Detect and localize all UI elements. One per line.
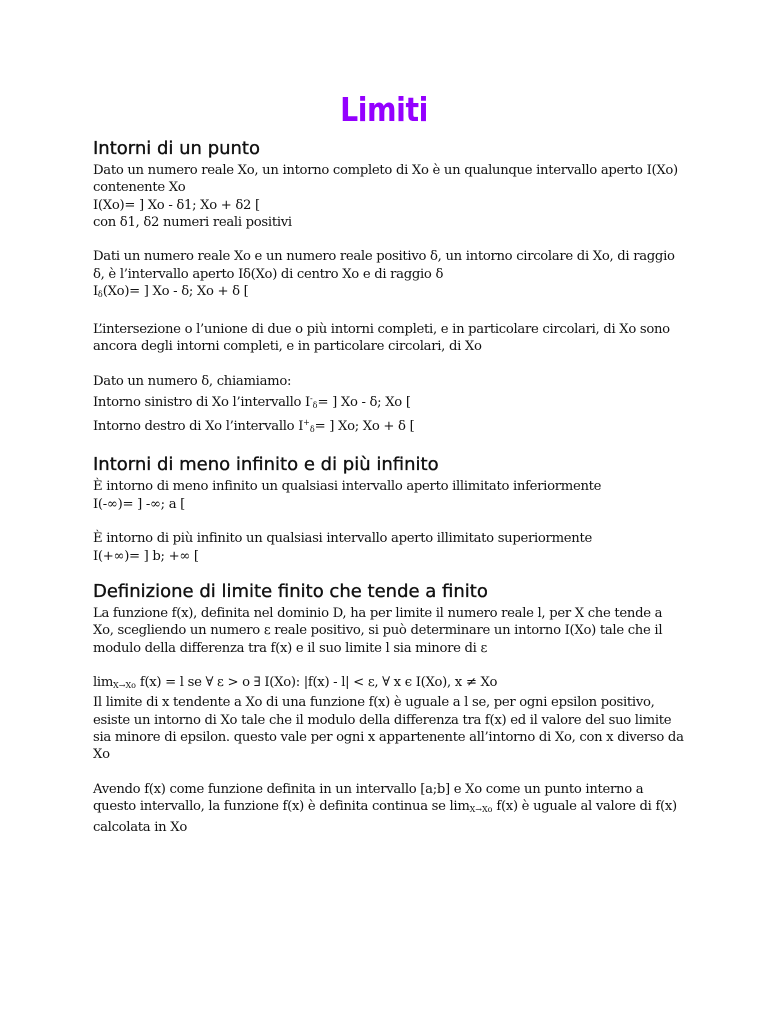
formula-prefix: questo intervallo, la funzione f(x) è definita continua se lim <box>93 799 470 815</box>
formula-rest: (Xo)= ] Xo - δ; Xo + δ [ <box>102 284 249 300</box>
formula-intorno-circolare <box>93 283 683 303</box>
formula-superscript: - <box>309 393 313 403</box>
formula-prefix: Intorno sinistro di Xo l’intervallo I <box>93 394 310 410</box>
formula-subscript: δ <box>312 400 318 410</box>
text-line: δ, è l’intervallo aperto Iδ(Xo) di centro Xo e di raggio δ <box>93 266 444 282</box>
paragraph-spacer <box>93 231 683 248</box>
text-line: modulo della differenza tra f(x) e il suo limite l sia minore di ε <box>93 640 488 656</box>
formula-rest: = ] Xo - δ; Xo [ <box>317 394 411 410</box>
text-line: Avendo f(x) come funzione definita in un intervallo [a;b] e Xo come un punto interno a <box>93 781 644 797</box>
text-line: contenente Xo <box>93 180 186 196</box>
formula-continuita <box>93 798 683 818</box>
formula-rest: = ] Xo; Xo + δ [ <box>314 419 415 435</box>
document-body <box>93 136 683 836</box>
section-heading-intorni-infinito: Intorni di meno infinito e di più infinito <box>93 454 439 476</box>
formula-subscript: δ <box>309 425 315 435</box>
paragraph-intersezione <box>93 321 683 356</box>
formula-intorno-completo: I(Xo)= ] Xo - δ1; Xo + δ2 [ <box>93 197 260 213</box>
text-line: ancora degli intorni completi, e in particolare circolari, di Xo <box>93 338 482 354</box>
formula-meno-infinito: I(-∞)= ] -∞; a [ <box>93 496 185 512</box>
paragraph-formula-limite <box>93 674 683 763</box>
text-line: Il limite di x tendente a Xo di una funzione f(x) è uguale a l se, per ogni epsilon positivo, <box>93 695 655 711</box>
paragraph-meno-infinito <box>93 478 683 513</box>
paragraph-intorno-completo <box>93 162 683 231</box>
formula-piu-infinito: I(+∞)= ] b; +∞ [ <box>93 548 199 564</box>
formula-subscript: δ <box>97 290 103 300</box>
section-spacer <box>93 438 683 452</box>
formula-superscript: + <box>303 418 310 428</box>
formula-rest: f(x) è uguale al valore di f(x) <box>492 799 677 815</box>
section-heading-limite-finito: Definizione di limite finito che tende a finito <box>93 580 488 602</box>
text-line: La funzione f(x), definita nel dominio D, ha per limite il numero reale l, per X che tende a <box>93 605 663 621</box>
paragraph-intorno-circolare <box>93 248 683 303</box>
text-line: esiste un intorno di Xo tale che il modulo della differenza tra f(x) ed il valore del suo limite <box>93 712 672 728</box>
text-line: con δ1, δ2 numeri reali positivi <box>93 214 292 230</box>
section-spacer <box>93 565 683 579</box>
formula-lim: lim <box>93 675 114 691</box>
text-line: L’intersezione o l’unione di due o più intorni completi, e in particolare circolari, di Xo sono <box>93 321 670 337</box>
text-line: È intorno di meno infinito un qualsiasi intervallo aperto illimitato inferiormente <box>93 479 602 495</box>
formula-intorno-destro <box>93 414 683 438</box>
formula-subscript: X→Xo <box>469 805 493 815</box>
section-heading-intorni-punto: Intorni di un punto <box>93 138 261 159</box>
paragraph-spacer <box>93 764 683 781</box>
paragraph-spacer <box>93 657 683 674</box>
text-line: Dato un numero δ, chiamiamo: <box>93 373 292 389</box>
formula-prefix: Intorno destro di Xo l’intervallo I <box>93 419 304 435</box>
paragraph-intorni-dx-sx <box>93 373 683 439</box>
paragraph-spacer <box>93 303 683 320</box>
paragraph-spacer <box>93 513 683 530</box>
formula-intorno-sinistro <box>93 390 683 414</box>
text-line: È intorno di più infinito un qualsiasi intervallo aperto illimitato superiormente <box>93 531 592 547</box>
formula-rest: f(x) = l se ∀ ε > o ∃ I(Xo): |f(x) - l| < ε, ∀ x ϵ I(Xo), x ≠ Xo <box>135 675 498 691</box>
text-line: calcolata in Xo <box>93 819 187 835</box>
text-line: Xo <box>93 747 110 763</box>
formula-prefix: I <box>93 284 98 300</box>
formula-limite <box>93 674 683 694</box>
text-line: sia minore di epsilon. questo vale per ogni x appartenente all’intorno di Xo, con x diverso da <box>93 730 684 746</box>
paragraph-definizione-limite <box>93 605 683 657</box>
formula-subscript: X→Xo <box>113 681 136 691</box>
paragraph-piu-infinito <box>93 530 683 565</box>
paragraph-spacer <box>93 355 683 372</box>
page-title: Limiti <box>340 90 428 129</box>
text-line: Xo, scegliendo un numero ε reale positivo, si può determinare un intorno I(Xo) tale che il <box>93 623 663 639</box>
paragraph-continuita <box>93 781 683 836</box>
text-line: Dato un numero reale Xo, un intorno completo di Xo è un qualunque intervallo aperto I(Xo) <box>93 163 678 178</box>
text-line: Dati un numero reale Xo e un numero reale positivo δ, un intorno circolare di Xo, di raggio <box>93 249 675 265</box>
